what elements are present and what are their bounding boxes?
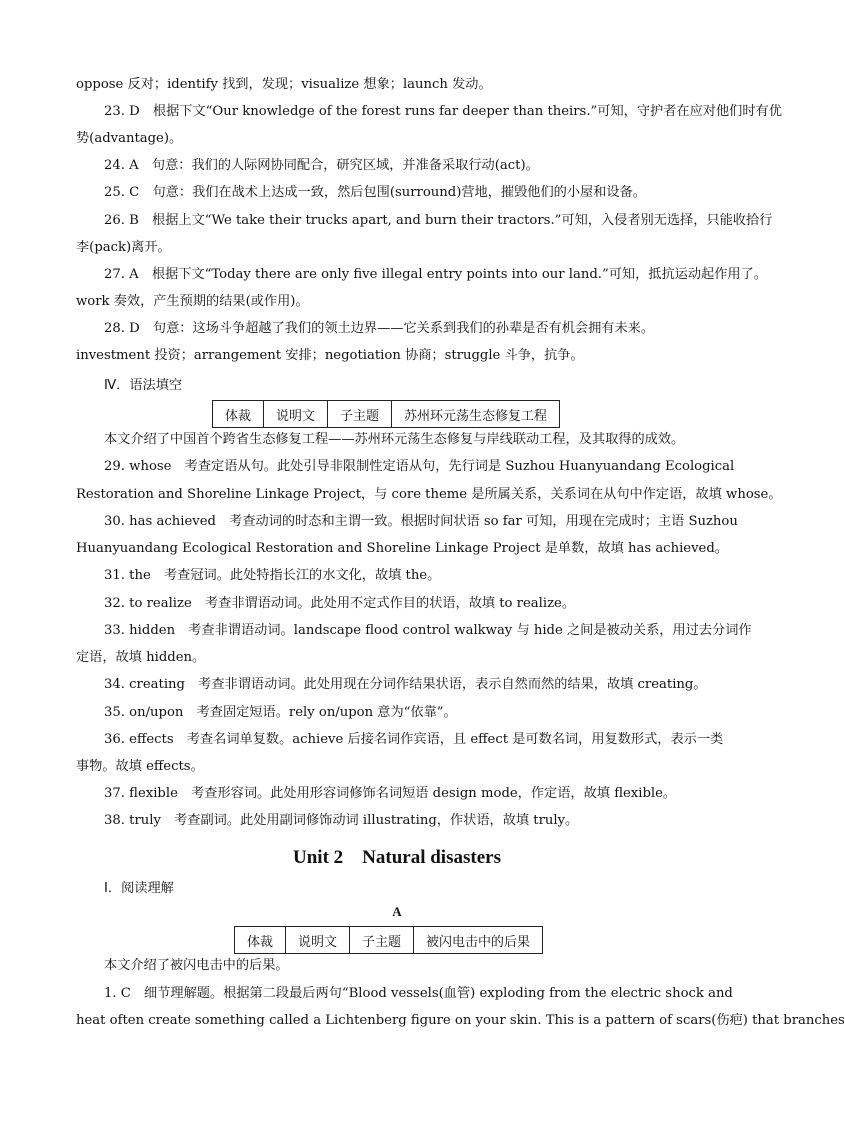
summary-text: 本文介绍了被闪电击中的后果。	[104, 958, 289, 973]
text-line: investment 投资；arrangement 安排；negotiation 协商；struggle 斗争，抗争。	[76, 348, 584, 363]
answer-23: 23. D 根据下文“Our knowledge of the forest runs far deeper than theirs.”可知，守护者在应对他们时有优	[104, 104, 782, 119]
answer-28: 28. D 句意：这场斗争超越了我们的领土边界——它关系到我们的孙辈是否有机会拥有未来。	[104, 321, 655, 336]
genre-value: 说明文	[286, 927, 350, 954]
subtopic-value: 苏州环元荡生态修复工程	[392, 401, 560, 428]
answer-34: 34. creating 考查非谓语动词。此处用现在分词作结果状语，表示自然而然的结果，故填 creating。	[104, 677, 707, 692]
unit-title: Unit 2 Natural disasters	[293, 847, 501, 868]
text-line: 定语，故填 hidden。	[76, 650, 206, 665]
summary-text: 本文介绍了中国首个跨省生态修复工程——苏州环元荡生态修复与岸线联动工程，及其取得的成效。	[104, 432, 685, 447]
genre-value: 说明文	[264, 401, 328, 428]
genre-table	[212, 400, 560, 428]
text-line: 事物。故填 effects。	[76, 759, 204, 774]
genre-table	[234, 926, 543, 954]
answer-33: 33. hidden 考查非谓语动词。landscape flood control walkway 与 hide 之间是被动关系，用过去分词作	[104, 623, 752, 638]
genre-label: 体裁	[235, 927, 286, 954]
answer-24: 24. A 句意：我们的人际网协同配合，研究区域，并准备采取行动(act)。	[104, 158, 539, 173]
passage-label: A	[392, 904, 402, 919]
text-line: oppose 反对；identify 找到，发现；visualize 想象；launch 发动。	[76, 77, 492, 92]
subtopic-label: 子主题	[328, 401, 392, 428]
genre-label: 体裁	[213, 401, 264, 428]
text-line: 李(pack)离开。	[76, 240, 171, 255]
answer-35: 35. on/upon 考查固定短语。rely on/upon 意为“依靠”。	[104, 705, 457, 720]
answer-32: 32. to realize 考查非谓语动词。此处用不定式作目的状语，故填 to realize。	[104, 596, 576, 611]
section-heading-grammar: Ⅳ．语法填空	[104, 378, 183, 393]
answer-37: 37. flexible 考查形容词。此处用形容词修饰名词短语 design mode，作定语，故填 flexible。	[104, 786, 677, 801]
answer-1: 1. C 细节理解题。根据第二段最后两句“Blood vessels(血管) exploding from the electric shock and	[104, 986, 733, 1001]
answer-38: 38. truly 考查副词。此处用副词修饰动词 illustrating，作状语，故填 truly。	[104, 813, 579, 828]
text-line: Huanyuandang Ecological Restoration and Shoreline Linkage Project 是单数，故填 has achieved。	[76, 541, 728, 556]
answer-30: 30. has achieved 考查动词的时态和主谓一致。根据时间状语 so far 可知，用现在完成时；主语 Suzhou	[104, 514, 738, 529]
answer-26: 26. B 根据上文“We take their trucks apart, and burn their tractors.”可知，入侵者别无选择，只能收拾行	[104, 213, 773, 228]
text-line: Restoration and Shoreline Linkage Project，与 core theme 是所属关系，关系词在从句中作定语，故填 whose。	[76, 487, 782, 502]
subtopic-value: 被闪电击中的后果	[414, 927, 543, 954]
answer-31: 31. the 考查冠词。此处特指长江的水文化，故填 the。	[104, 568, 441, 583]
section-heading-reading: Ⅰ．阅读理解	[104, 881, 174, 896]
answer-36: 36. effects 考查名词单复数。achieve 后接名词作宾语，且 effect 是可数名词，用复数形式，表示一类	[104, 732, 724, 747]
answer-25: 25. C 句意：我们在战术上达成一致，然后包围(surround)营地，摧毁他们的小屋和设备。	[104, 185, 646, 200]
answer-27: 27. A 根据下文“Today there are only five illegal entry points into our land.”可知，抵抗运动起作用了。	[104, 267, 767, 282]
subtopic-label: 子主题	[350, 927, 414, 954]
answer-29: 29. whose 考查定语从句。此处引导非限制性定语从句，先行词是 Suzhou Huanyuandang Ecological	[104, 459, 735, 474]
text-line: 势(advantage)。	[76, 131, 183, 146]
text-line: work 奏效，产生预期的结果(或作用)。	[76, 294, 309, 309]
text-line: heat often create something called a Lichtenberg figure on your skin. This is a pattern of scars(伤疤) that branches	[76, 1013, 845, 1028]
